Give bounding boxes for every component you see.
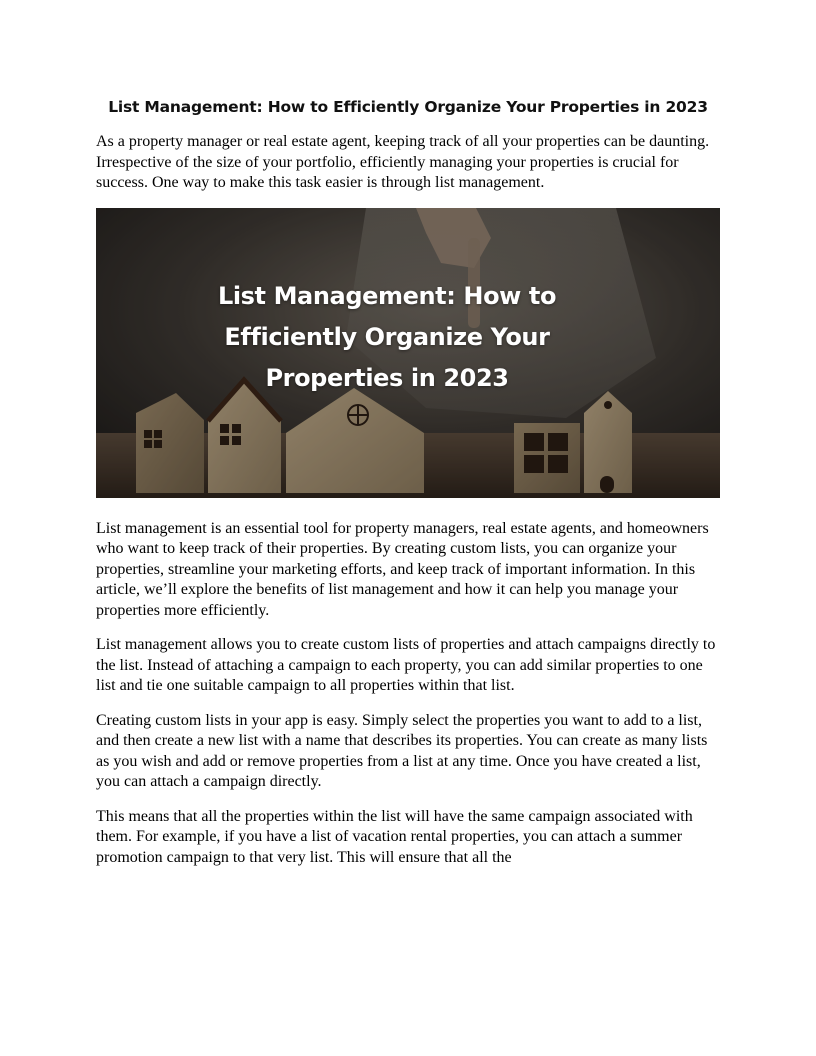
hero-title-line-1: List Management: How to — [217, 281, 557, 310]
hero-title-line-2: Efficiently Organize Your — [224, 322, 550, 351]
body-paragraph-4: This means that all the properties within the list will have the same campaign associated with them. For example, if you have a list of vacation rental properties, you can attach a summer promotion campaign to that very list. This will ensure that all the — [96, 807, 693, 866]
article-title: List Management: How to Efficiently Organize Your Properties in 2023 — [108, 98, 708, 116]
body-paragraph-2: List management allows you to create custom lists of properties and attach campaigns directly to the list. Instead of attaching a campaign to each property, you can add similar properties to one list and tie one suitable campaign to all properties within that list. — [96, 636, 716, 694]
document-page — [96, 96, 720, 882]
intro-paragraph: As a property manager or real estate agent, keeping track of all your properties can be daunting. Irrespective of the size of your portfolio, efficiently managing your properties is crucial for success. One way to make this task easier is through list management. — [96, 133, 710, 191]
hero-image — [96, 208, 720, 498]
hero-title — [96, 276, 678, 399]
hero-title-line-3: Properties in 2023 — [265, 363, 509, 392]
body-paragraph-1: List management is an essential tool for property managers, real estate agents, and homeowners who want to keep track of their properties. By creating custom lists, you can organize your properties, streamline your marketing efforts, and keep track of important information. In this article, we’ll explore the benefits of list management and how it can help you manage your properties more efficiently. — [96, 519, 709, 619]
body-paragraph-3: Creating custom lists in your app is easy. Simply select the properties you want to add to a list, and then create a new list with a name that describes its properties. You can create as many lists as you wish and add or remove properties from a list at any time. Once you have created a list, you can attach a campaign directly. — [96, 711, 708, 790]
